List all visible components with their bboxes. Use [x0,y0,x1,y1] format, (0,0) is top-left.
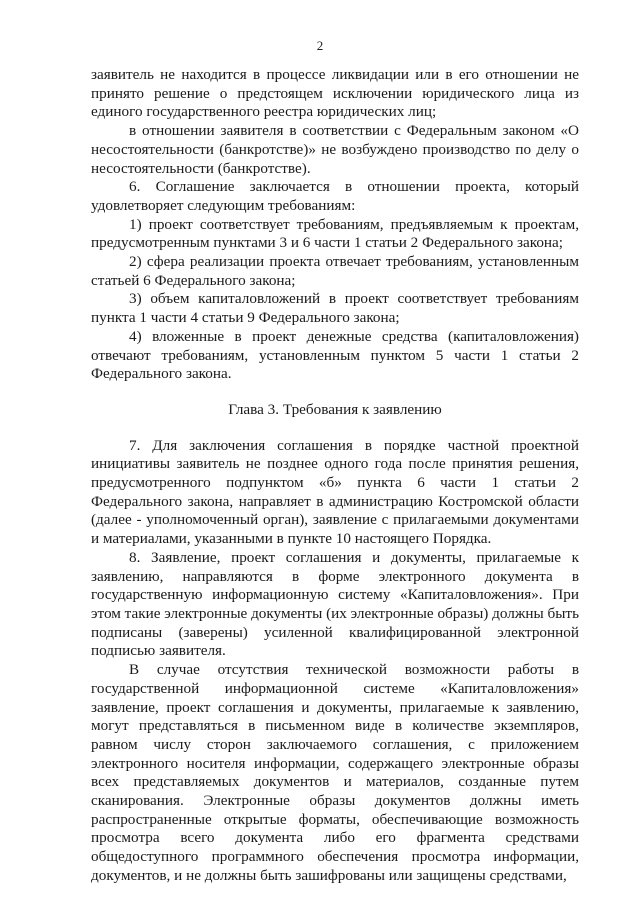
paragraph-clause-6-item-2: 2) сфера реализации проекта отвечает требованиям, установленным статьей 6 Федерального закона; [91,253,579,289]
paragraph-paper-submission: В случае отсутствия технической возможности работы в государственной информационной системе «Капиталовложения» заявление, проект соглашения и документы, прилагаемые к заявлению, могут представляться в письменном виде в количестве экземпляров, равном числу сторон заключаемого соглашения, с приложением электронного носителя информации, содержащего электронные образы всех представляемых документов и материалов, созданные путем сканирования. Электронные образы документов должны иметь распространенные открытые форматы, обеспечивающие возможность просмотра всего документа либо его фрагмента средствами общедоступного программного обеспечения просмотра информации, документов, и не должны быть зашифрованы или защищены средствами, [91,661,579,884]
paragraph-clause-6-item-1: 1) проект соответствует требованиям, предъявляемым к проектам, предусмотренным пунктами 3 и 6 части 1 статьи 2 Федерального закона; [91,215,579,252]
paragraph-applicant-not-liquidated: заявитель не находится в процессе ликвидации или в его отношении не принято решение о предстоящем исключении юридического лица из единого государственного реестра юридических лиц; [91,66,579,121]
paragraph-clause-6: 6. Соглашение заключается в отношении проекта, который удовлетворяет следующим требованиям: [91,178,579,214]
page-number: 2 [316,38,324,53]
paragraph-no-bankruptcy: в отношении заявителя в соответствии с Федеральным законом «О несостоятельности (банкротстве)» не возбуждено производство по делу о несостоятельности (банкротстве). [91,122,579,177]
document-body [91,66,579,886]
paragraph-clause-7: 7. Для заключения соглашения в порядке частной проектной инициативы заявитель не позднее одного года после принятия решения, предусмотренного подпунктом «б» пункта 6 части 1 статьи 2 Федерального закона, направляет в администрацию Костромской области (далее - уполномоченный орган), заявление с прилагаемыми документами и материалами, указанными в пункте 10 настоящего Порядка. [91,436,579,548]
chapter-title: Глава 3. Требования к заявлению [228,400,442,418]
paragraph-clause-8: 8. Заявление, проект соглашения и документы, прилагаемые к заявлению, направляются в форме электронного документа в государственную информационную систему «Капиталовложения». При этом такие электронные документы (их электронные образы) должны быть подписаны (заверены) усиленной квалифицированной электронной подписью заявителя. [91,548,579,660]
paragraph-clause-6-item-3: 3) объем капиталовложений в проект соответствует требованиям пункта 1 части 4 статьи 9 Федерального закона; [91,290,579,327]
paragraph-clause-6-item-4: 4) вложенные в проект денежные средства (капиталовложения) отвечают требованиям, установленным пунктом 5 части 1 статьи 2 Федерального закона. [91,327,579,383]
